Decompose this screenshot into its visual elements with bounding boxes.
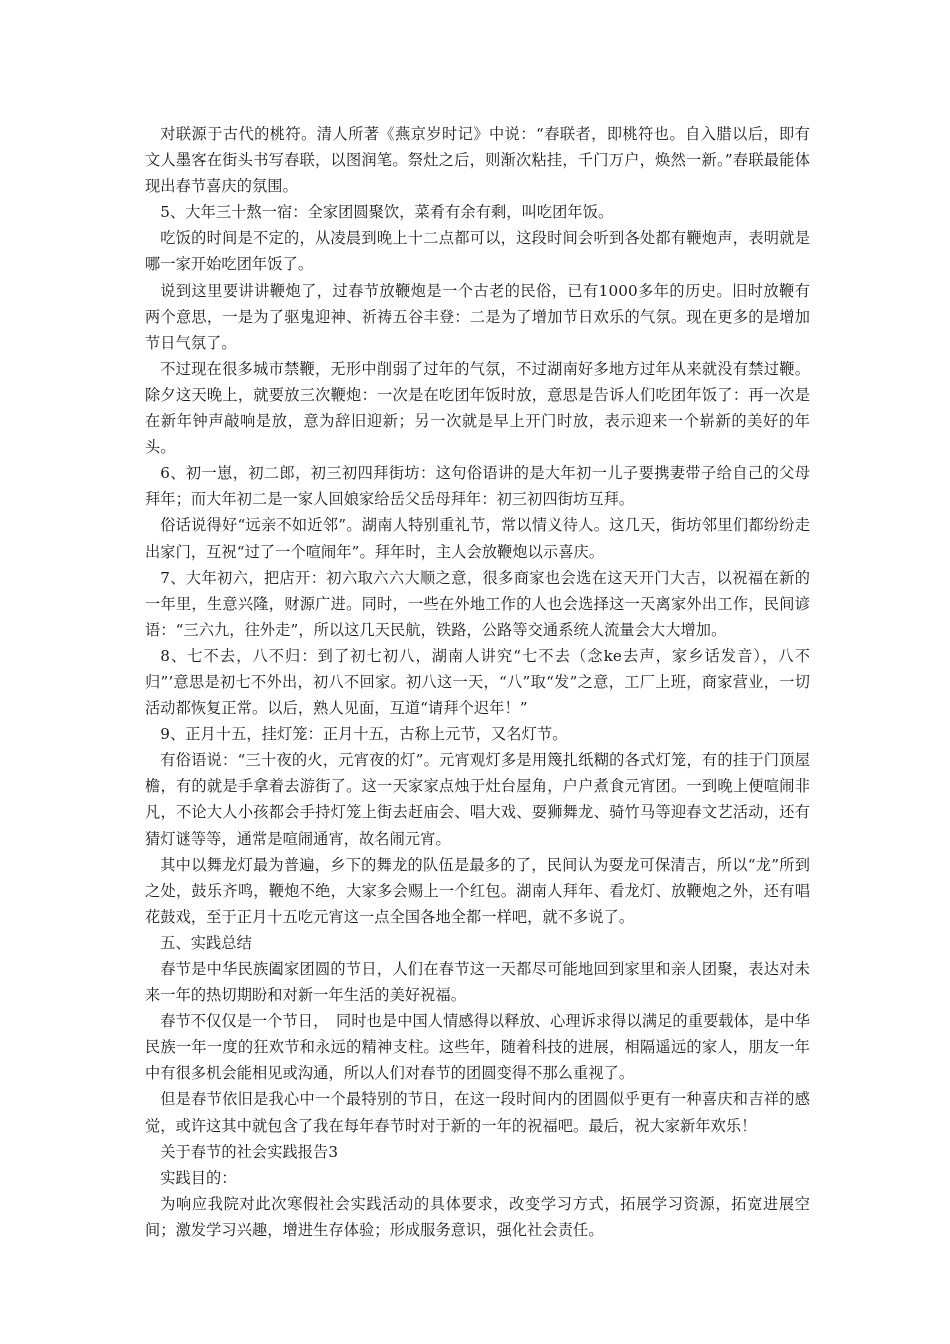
paragraph-item-8-heading: 8、七不去，八不归：到了初七初八，湖南人讲究“七不去（念ke去声，家乡话发音），八不归”’意思是初七不外出，初八不回家。初八这一天，“八”取“发”之意，工厂上班，商家营业，一切活动都恢复正常。以后，熟人见面，互道“请拜个迟年！”	[145, 646, 810, 718]
paragraph-purpose: 为响应我院对此次寒假社会实践活动的具体要求，改变学习方式，拓展学习资源，拓宽进展空间；激发学习兴趣，增进生存体验；形成服务意识，强化社会责任。	[145, 1194, 810, 1239]
paragraph-item-7-heading: 7、大年初六，把店开：初六取六六大顺之意，很多商家也会选在这天开门大吉，以祝福在新的一年里，生意兴隆，财源广进。同时，一些在外地工作的人也会选择这一天离家外出工作，民间谚语：“三六九，往外走”，所以这几天民航，铁路，公路等交通系统人流量会大大增加。	[145, 568, 810, 639]
paragraph-item-9-heading: 9、正月十五，挂灯笼：正月十五，古称上元节，又名灯节。	[160, 725, 568, 744]
paragraph-firecracker-ban: 不过现在很多城市禁鞭，无形中削弱了过年的气氛，不过湖南好多地方过年从来就没有禁过鞭。除夕这天晚上，就要放三次鞭炮：一次是在吃团年饭时放，意思是告诉人们吃团年饭了：再一次是在新年钟声敲响是放，意为辞旧迎新；另一次就是早上开门时放，表示迎来一个崭新的美好的年头。	[145, 359, 810, 457]
document-body	[145, 121, 810, 1243]
paragraph-neighbors: 俗话说得好“远亲不如近邻”。湖南人特别重礼节，常以情义待人。这几天，街坊邻里们都纷纷走出家门，互祝“过了一个喧闹年”。拜年时，主人会放鞭炮以示喜庆。	[145, 516, 810, 561]
paragraph-summary-2: 春节不仅仅是一个节日， 同时也是中国人情感得以释放、心理诉求得以满足的重要载体，是中华民族一年一度的狂欢节和永远的精神支柱。这些年，随着科技的进展，相隔遥远的家人，朋友一年中有很多机会能相见或沟通，所以人们对春节的团圆变得不那么重视了。	[145, 1012, 810, 1083]
report-title-3: 关于春节的社会实践报告3	[160, 1142, 339, 1161]
paragraph-summary-3: 但是春节依旧是我心中一个最特别的节日，在这一段时间内的团圆似乎更有一种喜庆和吉祥的感觉，或许这其中就包含了我在每年春节时对于新的一年的祝福吧。最后，祝大家新年欢乐！	[145, 1090, 810, 1135]
paragraph-item-6-heading: 6、初一崽，初二郎，初三初四拜街坊：这句俗语讲的是大年初一儿子要携妻带子给自己的父母拜年；而大年初二是一家人回娘家给岳父岳母拜年：初三初四街坊互拜。	[145, 464, 810, 509]
paragraph-firecrackers: 说到这里要讲讲鞭炮了，过春节放鞭炮是一个古老的民俗，已有1000多年的历史。旧时放鞭有两个意思，一是为了驱鬼迎神、祈祷五谷丰登：二是为了增加节日欢乐的气氛。现在更多的是增加节日气氛了。	[145, 281, 810, 352]
section-heading-summary: 五、实践总结	[160, 933, 252, 952]
paragraph-reunion-dinner: 吃饭的时间是不定的，从凌晨到晚上十二点都可以，这段时间会听到各处都有鞭炮声，表明就是哪一家开始吃团年饭了。	[145, 229, 810, 274]
paragraph-item-5-heading: 5、大年三十熬一宿：全家团圆聚饮，菜肴有余有剩，叫吃团年饭。	[160, 203, 614, 222]
paragraph-lantern-festival: 有俗语说：“三十夜的火，元宵夜的灯”。元宵观灯多是用篾扎纸糊的各式灯笼，有的挂于门顶屋檐，有的就是手拿着去游街了。这一天家家点烛于灶台屋角，户户煮食元宵团。一到晚上便喧闹非凡，不论大人小孩都会手持灯笼上街去赶庙会、唱大戏、耍狮舞龙、骑竹马等迎春文艺活动，还有猜灯谜等等，通常是喧闹通宵，故名闹元宵。	[145, 751, 810, 848]
section-heading-purpose: 实践目的：	[160, 1168, 237, 1187]
paragraph-summary-1: 春节是中华民族阖家团圆的节日，人们在春节这一天都尽可能地回到家里和亲人团聚，表达对未来一年的热切期盼和对新一年生活的美好祝福。	[145, 960, 810, 1005]
paragraph-dragon-dance: 其中以舞龙灯最为普遍，乡下的舞龙的队伍是最多的了，民间认为耍龙可保清吉，所以“龙”所到之处，鼓乐齐鸣，鞭炮不绝，大家多会赐上一个红包。湖南人拜年、看龙灯、放鞭炮之外，还有唱花鼓戏，至于正月十五吃元宵这一点全国各地全都一样吧，就不多说了。	[145, 855, 810, 926]
paragraph-couplet-origin: 对联源于古代的桃符。清人所著《燕京岁时记》中说：“春联者，即桃符也。自入腊以后，即有文人墨客在街头书写春联，以图润笔。祭灶之后，则渐次粘挂，千门万户，焕然一新。”春联最能体现出春节喜庆的氛围。	[145, 125, 810, 196]
